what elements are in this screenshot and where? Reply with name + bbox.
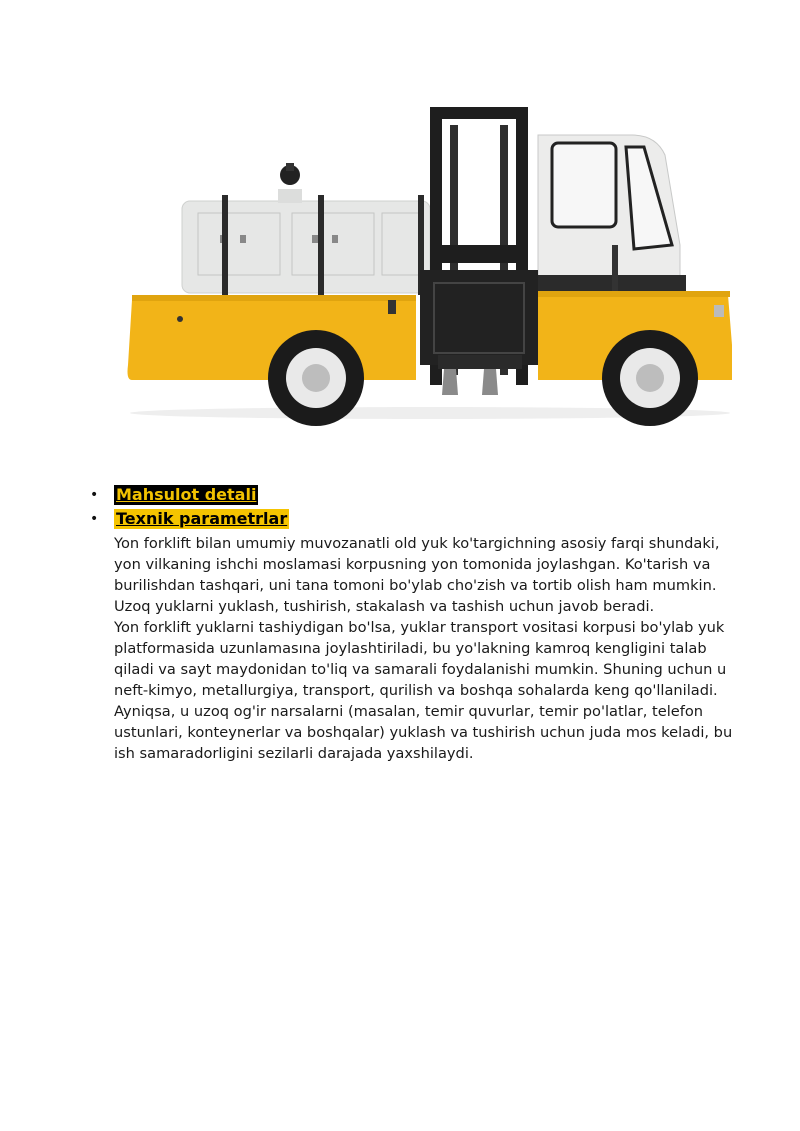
tab-link-product-details[interactable]: Mahsulot detali bbox=[116, 485, 257, 504]
front-wheel bbox=[602, 330, 698, 426]
product-tabs bbox=[88, 483, 738, 531]
tab-product-details bbox=[88, 483, 738, 507]
mast bbox=[420, 107, 538, 395]
tab-link-technical-parameters[interactable]: Texnik parametrlar bbox=[116, 509, 288, 528]
engine-housing bbox=[182, 163, 430, 295]
product-content bbox=[88, 483, 738, 764]
product-description bbox=[88, 533, 738, 764]
description-paragraph-2: Yon forklift yuklarni tashiydigan bo'lsa, yuklar transport vositasi korpusi bo'ylab yuk platformasida uzunlamasına joylashtiriladi, bu yo'lakning kamroq kengligini talab qiladi va sayt maydonidan to'liq va samarali foydalanishi mumkin. Shuning uchun u neft-kimyo, metallurgiya, transport, qurilish va boshqa sohalarda keng qo'llaniladi. Ayniqsa, u uzoq og'ir narsalarni (masalan, temir quvurlar, temir po'latlar, telefon ustunlari, konteynerlar va boshqalar) yuklash va tushirish uchun juda mos keladi, bu ish samaradorligini sezilarli darajada yaxshilaydi. bbox=[114, 619, 733, 762]
operator-cabin bbox=[538, 135, 686, 293]
tab-technical-parameters bbox=[88, 507, 738, 531]
description-paragraph-1: Yon forklift bilan umumiy muvozanatli old yuk ko'targichning asosiy farqi shundaki, yon vilkaning ishchi moslamasi korpusning yon tomonida joylashgan. Ko'tarish va burilishdan tashqari, uni tana tomoni bo'ylab cho'zish va tortib olish ham mumkin. Uzoq yuklarni yuklash, tushirish, stakalash va tashish uchun javob beradi. bbox=[114, 535, 720, 615]
forklift-image bbox=[120, 95, 740, 430]
rear-wheel bbox=[268, 330, 364, 426]
